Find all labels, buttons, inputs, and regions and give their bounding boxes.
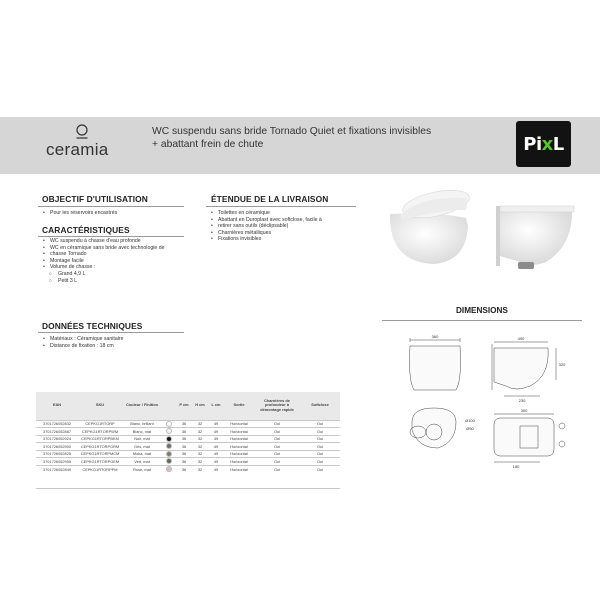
cell-p: 36 bbox=[176, 465, 192, 473]
cell-color: Gris, mat bbox=[122, 443, 162, 451]
cell-swatch bbox=[162, 465, 176, 473]
cell-softclose: Oui bbox=[300, 428, 340, 436]
ceramia-logo-icon bbox=[75, 124, 89, 140]
cell-sku: CEPKG1RTORP bbox=[78, 420, 122, 428]
cell-color: Noir, mat bbox=[122, 435, 162, 443]
donnees-heading: DONNÉES TECHNIQUES bbox=[42, 321, 143, 331]
cell-l: 49 bbox=[208, 428, 224, 436]
pixl-logo bbox=[516, 121, 571, 167]
cell-sortie: Horizontal bbox=[224, 450, 254, 458]
cell-swatch bbox=[162, 443, 176, 451]
cell-p: 36 bbox=[176, 435, 192, 443]
caracteristiques-item: • Montage facile bbox=[42, 258, 202, 265]
cell-sku: CEPKG1RTORPPM bbox=[78, 465, 122, 473]
cell-p: 36 bbox=[176, 443, 192, 451]
donnees-list bbox=[42, 336, 202, 349]
header-banner bbox=[0, 117, 600, 174]
cell-charnieres: Oui bbox=[254, 435, 300, 443]
col-h: H cm bbox=[195, 402, 205, 408]
cell-ean: 3701726052955 bbox=[36, 458, 78, 466]
table-row bbox=[36, 465, 340, 473]
cell-sortie: Horizontal bbox=[224, 435, 254, 443]
cell-l: 49 bbox=[208, 458, 224, 466]
cell-swatch bbox=[162, 420, 176, 428]
objectif-heading: OBJECTIF D'UTILISATION bbox=[42, 194, 148, 204]
cell-softclose: Oui bbox=[300, 420, 340, 428]
pixl-logo-x: x bbox=[541, 133, 553, 155]
cell-sku: CEPKG1RTORPGEM bbox=[78, 458, 122, 466]
caracteristiques-subitem: ○ Petit 3 L bbox=[42, 278, 202, 285]
product-title-line2: + abattant frein de chute bbox=[152, 139, 264, 150]
livraison-item: • Toilettes en céramique bbox=[210, 210, 360, 217]
pixl-logo-l: L bbox=[552, 133, 564, 155]
cell-color: Blanc, mat bbox=[122, 428, 162, 436]
dim-plan-width: 300 bbox=[520, 408, 528, 413]
cell-color: Rose, mat bbox=[122, 465, 162, 473]
cell-sortie: Horizontal bbox=[224, 458, 254, 466]
color-swatch bbox=[166, 466, 172, 472]
col-swatch bbox=[162, 392, 176, 420]
caracteristiques-item: • Volume de chasse : bbox=[42, 264, 202, 271]
pixl-logo-pi: Pi bbox=[523, 133, 542, 155]
color-swatch bbox=[166, 443, 172, 449]
spec-table-header bbox=[36, 392, 340, 420]
caracteristiques-item-cont: • chasse Tornado bbox=[42, 251, 202, 258]
cell-sortie: Horizontal bbox=[224, 443, 254, 451]
cell-p: 36 bbox=[176, 450, 192, 458]
cell-sku: CEPKG1RTORPBKM bbox=[78, 435, 122, 443]
dim-side-base: 230 bbox=[518, 398, 526, 403]
cell-color: Blanc, brillant bbox=[122, 420, 162, 428]
table-row bbox=[36, 443, 340, 451]
livraison-item-cont: • retirer sans outils (déclipsable) bbox=[210, 223, 360, 230]
cell-h: 32 bbox=[192, 435, 208, 443]
livraison-rule bbox=[206, 206, 356, 207]
cell-ean: 3701726052924 bbox=[36, 435, 78, 443]
livraison-heading: ÉTENDUE DE LA LIVRAISON bbox=[211, 194, 329, 204]
cell-p: 36 bbox=[176, 458, 192, 466]
col-ean: EAN bbox=[52, 402, 62, 408]
brand-name: ceramia bbox=[46, 140, 109, 159]
product-title bbox=[152, 125, 472, 151]
ceramia-logo bbox=[46, 120, 146, 170]
caracteristiques-subitem: ○ Grand 4,9 L bbox=[42, 271, 202, 278]
cell-color: Moka, mat bbox=[122, 450, 162, 458]
cell-sku: CEPKG1RTORPGRM bbox=[78, 443, 122, 451]
cell-softclose: Oui bbox=[300, 458, 340, 466]
color-swatch bbox=[166, 421, 172, 427]
product-photo-side bbox=[490, 196, 580, 276]
table-bottom-rule bbox=[36, 488, 340, 489]
cell-color: Vert, mat bbox=[122, 458, 162, 466]
cell-softclose: Oui bbox=[300, 465, 340, 473]
color-swatch bbox=[166, 451, 172, 457]
cell-ean: 3701726052832 bbox=[36, 420, 78, 428]
donnees-item: • Distance de fixation : 18 cm bbox=[42, 343, 202, 350]
product-photo-front bbox=[378, 190, 478, 270]
cell-swatch bbox=[162, 435, 176, 443]
cell-h: 32 bbox=[192, 458, 208, 466]
product-title-line1: WC suspendu sans bride Tornado Quiet et fixations invisibles bbox=[152, 126, 432, 137]
cell-l: 49 bbox=[208, 435, 224, 443]
cell-ean: 3701726052825 bbox=[36, 450, 78, 458]
color-swatch bbox=[166, 436, 172, 442]
caracteristiques-list bbox=[42, 238, 202, 284]
dim-d-large: Ø100 bbox=[465, 418, 475, 423]
cell-sku: CEPKG1RTORPMCM bbox=[78, 450, 122, 458]
cell-h: 32 bbox=[192, 450, 208, 458]
cell-l: 49 bbox=[208, 420, 224, 428]
color-swatch bbox=[166, 428, 172, 434]
livraison-item: • Fixations invisibles bbox=[210, 236, 360, 243]
cell-ean: 3701726052900 bbox=[36, 443, 78, 451]
cell-charnieres: Oui bbox=[254, 420, 300, 428]
objectif-rule bbox=[38, 206, 184, 207]
cell-h: 32 bbox=[192, 420, 208, 428]
caracteristiques-item: • WC en céramique sans bride avec technologie de bbox=[42, 245, 202, 252]
cell-ean: 3701726052849 bbox=[36, 465, 78, 473]
cell-swatch bbox=[162, 428, 176, 436]
cell-charnieres: Oui bbox=[254, 443, 300, 451]
cell-softclose: Oui bbox=[300, 443, 340, 451]
dim-d-small: Ø50 bbox=[466, 426, 474, 431]
donnees-item: • Matériaux : Céramique sanitaire bbox=[42, 336, 202, 343]
cell-swatch bbox=[162, 450, 176, 458]
cell-sortie: Horizontal bbox=[224, 465, 254, 473]
cell-p: 36 bbox=[176, 428, 192, 436]
dim-side-height: 320 bbox=[558, 362, 566, 367]
livraison-list bbox=[210, 210, 360, 243]
cell-l: 49 bbox=[208, 450, 224, 458]
spec-table bbox=[36, 392, 340, 473]
cell-ean: 3701726052887 bbox=[36, 428, 78, 436]
table-row bbox=[36, 428, 340, 436]
cell-h: 32 bbox=[192, 465, 208, 473]
cell-charnieres: Oui bbox=[254, 458, 300, 466]
cell-charnieres: Oui bbox=[254, 465, 300, 473]
donnees-rule bbox=[38, 332, 184, 333]
table-row bbox=[36, 458, 340, 466]
col-charnieres: Charnières de profondeur à démontage rapide bbox=[260, 397, 294, 413]
technical-drawing bbox=[398, 330, 574, 480]
cell-charnieres: Oui bbox=[254, 428, 300, 436]
cell-charnieres: Oui bbox=[254, 450, 300, 458]
cell-softclose: Oui bbox=[300, 435, 340, 443]
dim-side-width: 490 bbox=[517, 336, 525, 341]
col-softclose: Softclose bbox=[311, 402, 329, 408]
cell-l: 49 bbox=[208, 465, 224, 473]
dim-top-width: 360 bbox=[431, 334, 439, 339]
objectif-item: • Pour les réservoirs encastrés bbox=[42, 210, 192, 217]
cell-swatch bbox=[162, 458, 176, 466]
col-couleur: Couleur / Finition bbox=[126, 402, 158, 408]
caracteristiques-item: • WC suspendu à chasse d'eau profonde bbox=[42, 238, 202, 245]
col-l: L cm bbox=[211, 402, 221, 408]
caracteristiques-heading: CARACTÉRISTIQUES bbox=[42, 225, 130, 235]
cell-sku: CEPKG1RTORPWM bbox=[78, 428, 122, 436]
table-row bbox=[36, 420, 340, 428]
col-p: P cm bbox=[179, 402, 189, 408]
livraison-item: • Abattant en Duroplast avec softclose, facile à bbox=[210, 217, 360, 224]
cell-p: 36 bbox=[176, 420, 192, 428]
cell-softclose: Oui bbox=[300, 450, 340, 458]
livraison-item: • Charnières métalliques bbox=[210, 230, 360, 237]
objectif-list bbox=[42, 210, 192, 217]
table-row bbox=[36, 450, 340, 458]
cell-h: 32 bbox=[192, 443, 208, 451]
cell-sortie: Horizontal bbox=[224, 428, 254, 436]
col-sku: SKU bbox=[95, 402, 105, 408]
col-sortie: Sortie bbox=[233, 402, 245, 408]
cell-sortie: Horizontal bbox=[224, 420, 254, 428]
cell-l: 49 bbox=[208, 443, 224, 451]
dim-plan-offset: 180 bbox=[512, 464, 520, 469]
color-swatch bbox=[166, 458, 172, 464]
caracteristiques-rule bbox=[38, 236, 184, 237]
cell-h: 32 bbox=[192, 428, 208, 436]
dimensions-heading: DIMENSIONS bbox=[456, 306, 508, 315]
table-row bbox=[36, 435, 340, 443]
dimensions-rule bbox=[382, 320, 582, 321]
